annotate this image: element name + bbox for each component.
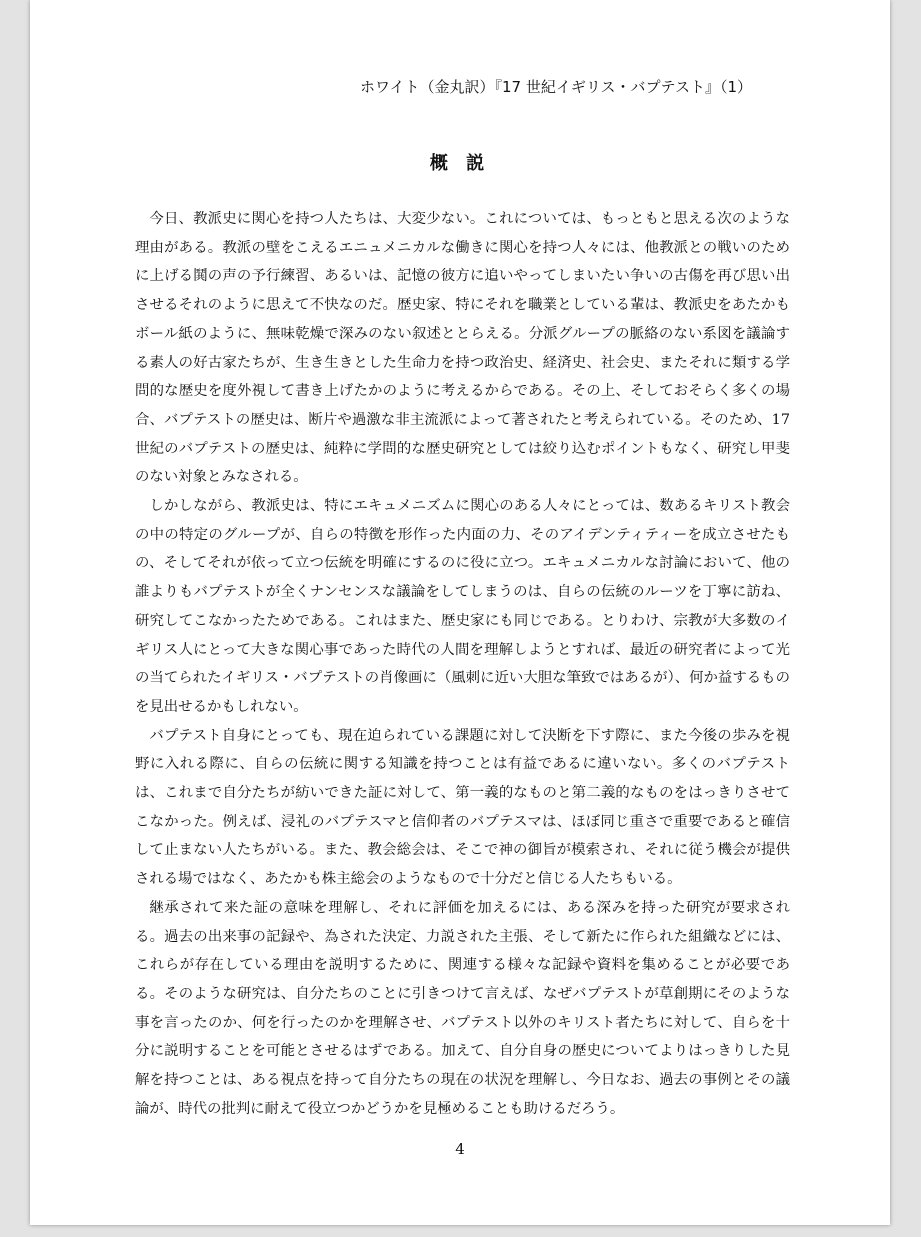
document-page bbox=[30, 0, 890, 1225]
running-header: ホワイト（金丸訳）『17 世紀イギリス・バプテスト』（1） bbox=[359, 78, 752, 96]
paragraph-2: しかしながら、教派史は、特にエキュメニズムに関心のある人々にとっては、数あるキリスト教会の中の特定のグループが、自らの特徴を形作った内面の力、そのアイデンティティーを成立させたもの、そしてそれが依って立つ伝統を明確にするのに役に立つ。エキュメニカルな討論において、他の誰よりもバプテストが全くナンセンスな議論をしてしまうのは、自らの伝統のルーツを丁寧に訪ね、研究してこなかったためである。これはまた、歴史家にも同じである。とりわけ、宗教が大多数のイギリス人にとって大きな関心事であった時代の人間を理解しようとすれば、最近の研究者によって光の当てられたイギリス・バプテストの肖像画に（風刺に近い大胆な筆致ではあるが）、何か益するものを見出せるかもしれない。 bbox=[135, 498, 790, 715]
section-title: 概 説 bbox=[429, 153, 491, 174]
body-text bbox=[135, 205, 790, 1124]
paragraph-3: バプテスト自身にとっても、現在迫られている課題に対して決断を下す際に、また今後の歩みを視野に入れる際に、自らの伝統に関する知識を持つことは有益であるに違いない。多くのバプテストは、これまで自分たちが紡いできた証に対して、第一義的なものと第二義的なものをはっきりさせてこなかった。例えば、浸礼のバプテスマと信仰者のバプテスマは、ほぼ同じ重さで重要であると確信して止まない人たちがいる。また、教会総会は、そこで神の御旨が模索され、それに従う機会が提供される場ではなく、あたかも株主総会のようなもので十分だと信じる人たちもいる。 bbox=[135, 727, 790, 888]
page-number: 4 bbox=[455, 1140, 465, 1158]
paragraph-4: 継承されて来た証の意味を理解し、それに評価を加えるには、ある深みを持った研究が要求される。過去の出来事の記録や、為された決定、力説された主張、そして新たに作られた組織などには、これらが存在している理由を説明するために、関連する様々な記録や資料を集めることが必要である。そのような研究は、自分たちのことに引きつけて言えば、なぜバプテストが草創期にそのような事を言ったのか、何を行ったのかを理解させ、バプテスト以外のキリスト者たちに対して、自らを十分に説明することを可能とさせるはずである。加えて、自分自身の歴史についてよりはっきりした見解を持つことは、ある視点を持って自分たちの現在の状況を理解し、今日なお、過去の事例とその議論が、時代の批判に耐えて役立つかどうかを見極めることも助けるだろう。 bbox=[135, 899, 790, 1117]
paragraph-1: 今日、教派史に関心を持つ人たちは、大変少ない。これについては、もっともと思える次のような理由がある。教派の壁をこえるエニュメニカルな働きに関心を持つ人々には、他教派との戦いのために上げる鬨の声の予行練習、あるいは、記憶の彼方に追いやってしまいたい争いの古傷を再び思い出させるそれのように思えて不快なのだ。歴史家、特にそれを職業としている輩は、教派史をあたかもボール紙のように、無味乾燥で深みのない叙述ととらえる。分派グループの脈絡のない系図を議論する素人の好古家たちが、生き生きとした生命力を持つ政治史、経済史、社会史、またそれに類する学問的な歴史を度外視して書き上げたかのように考えるからである。その上、そしておそらく多くの場合、バプテストの歴史は、断片や過激な非主流派によって著されたと考えられている。そのため、17世紀のバプテストの歴史は、純粋に学問的な歴史研究としては絞り込むポイントもなく、研究し甲斐のない対象とみなされる。 bbox=[135, 211, 790, 486]
